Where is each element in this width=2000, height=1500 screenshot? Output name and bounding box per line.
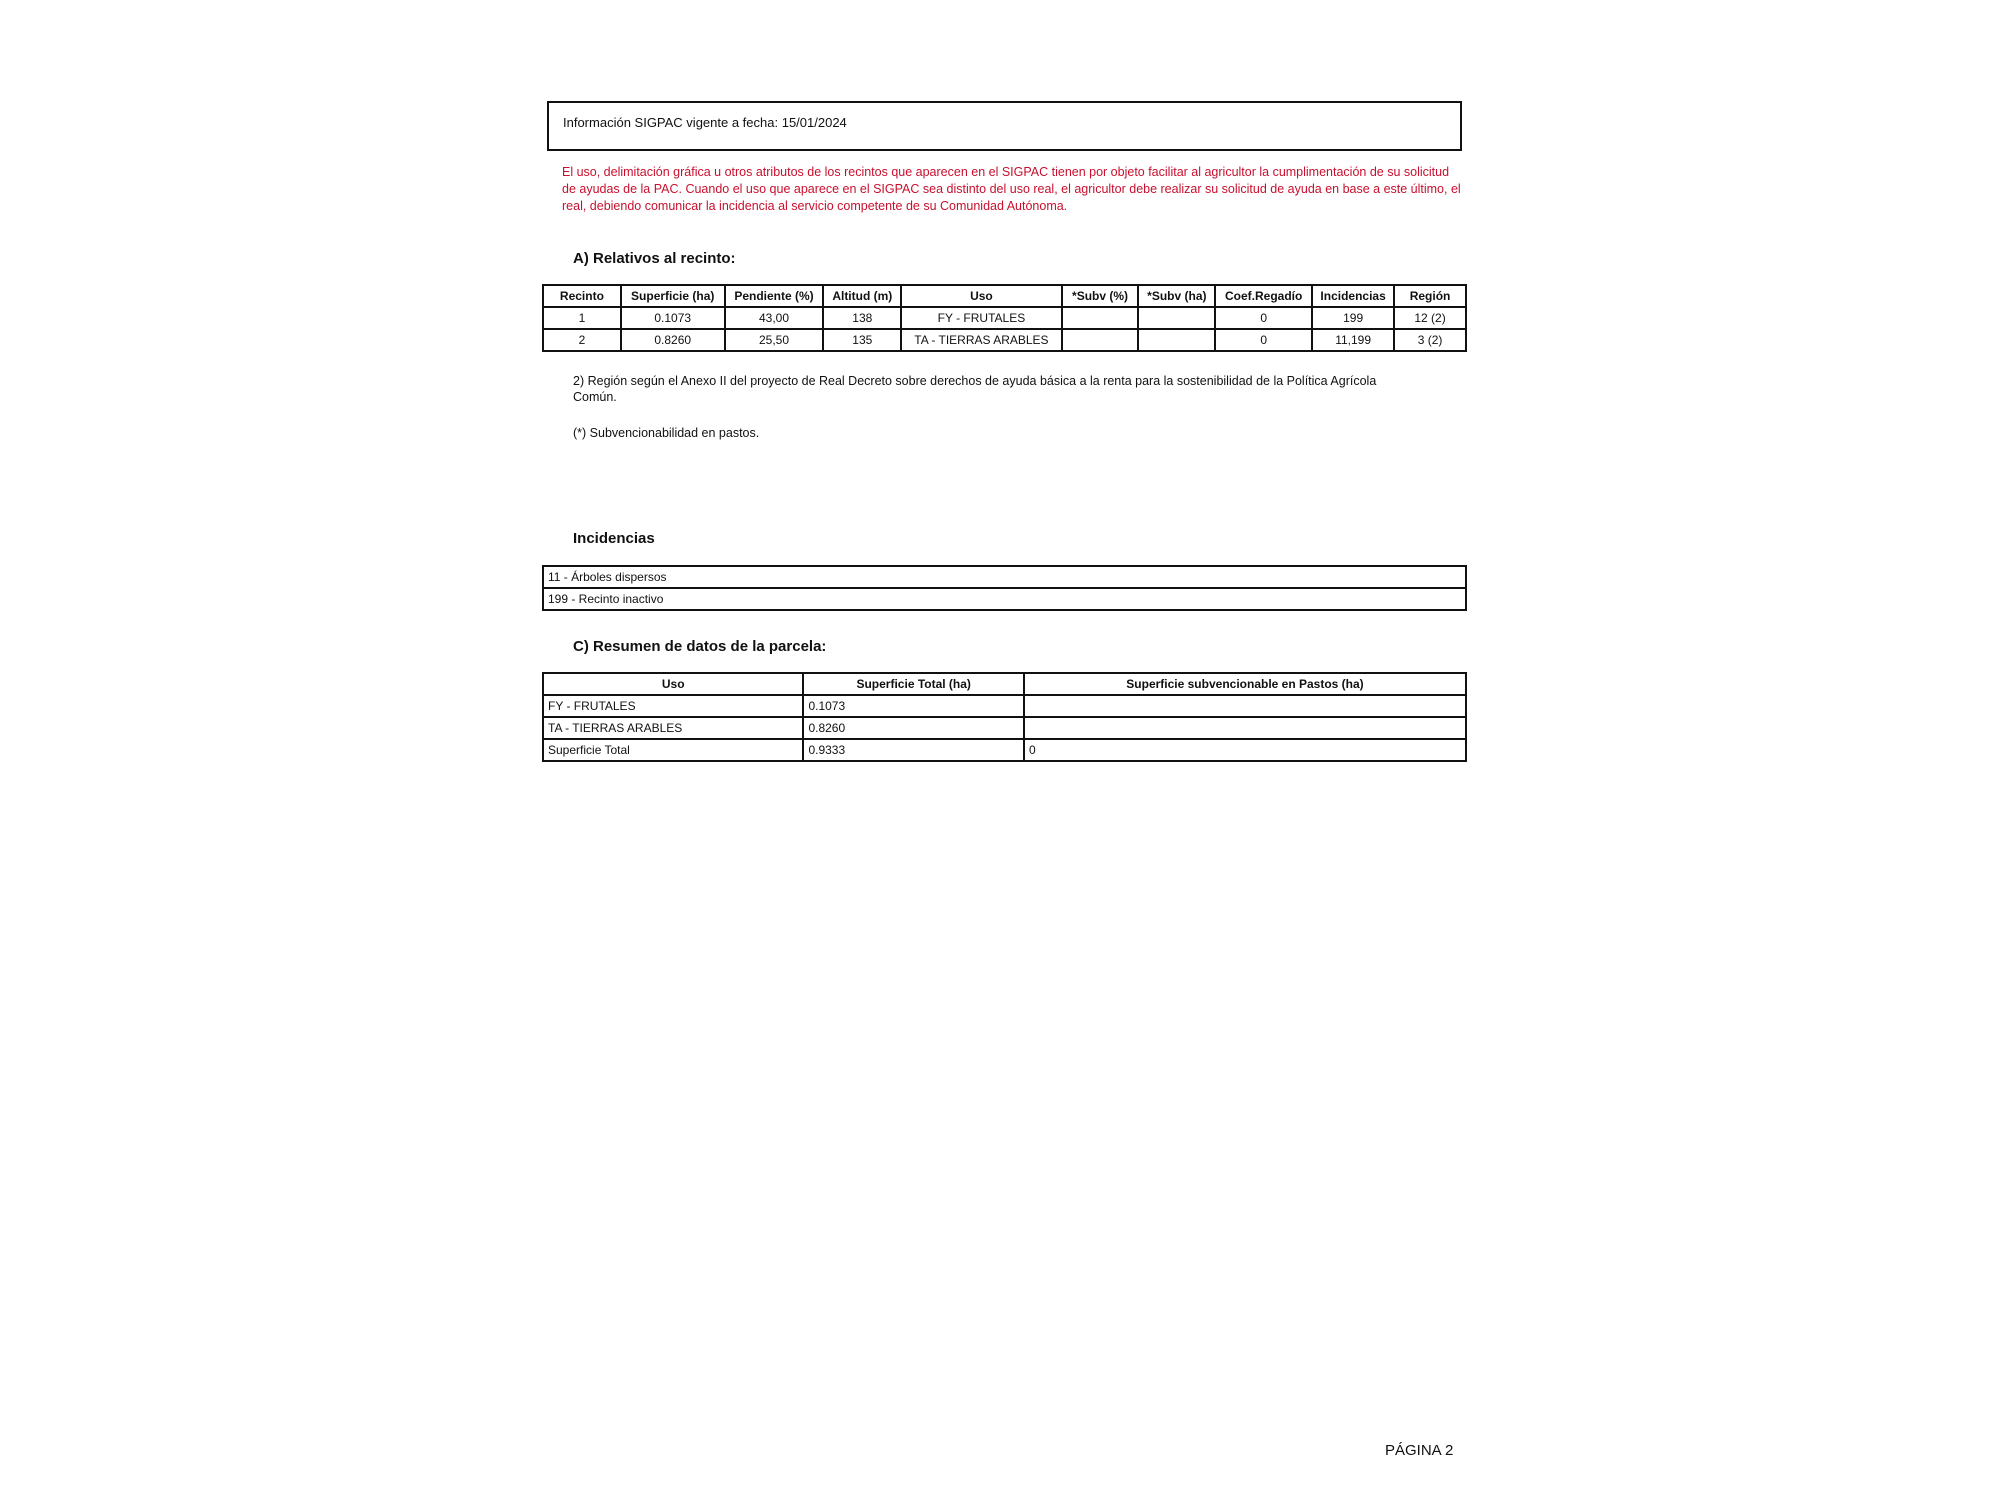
sigpac-info-box [547, 101, 1462, 151]
section-c-title: C) Resumen de datos de la parcela: [573, 638, 827, 655]
cell-recinto: 1 [543, 307, 621, 329]
sigpac-info-label: Información SIGPAC vigente a fecha: [563, 115, 779, 130]
header-superficie-total: Superficie Total (ha) [803, 673, 1024, 695]
table-row [543, 307, 1466, 329]
sigpac-info-date: 15/01/2024 [781, 115, 847, 130]
cell-uso: Superficie Total [543, 739, 803, 761]
incidencia-item: 11 - Árboles dispersos [543, 566, 1466, 588]
header-uso: Uso [901, 285, 1061, 307]
cell-superficie-total: 0.8260 [803, 717, 1024, 739]
header-pendiente: Pendiente (%) [725, 285, 824, 307]
cell-uso: FY - FRUTALES [543, 695, 803, 717]
table-row [543, 329, 1466, 351]
list-item [543, 588, 1466, 610]
cell-subv-pct [1062, 307, 1139, 329]
cell-superficie-total: 0.1073 [803, 695, 1024, 717]
table-row [543, 717, 1466, 739]
section-a-title: A) Relativos al recinto: [573, 250, 736, 267]
recinto-table [542, 284, 1467, 352]
cell-uso: TA - TIERRAS ARABLES [543, 717, 803, 739]
header-subv-pct: *Subv (%) [1062, 285, 1139, 307]
header-incidencias: Incidencias [1312, 285, 1394, 307]
cell-pendiente: 43,00 [725, 307, 824, 329]
header-region: Región [1394, 285, 1466, 307]
cell-superficie-pastos [1024, 717, 1466, 739]
cell-subv-pct [1062, 329, 1139, 351]
disclaimer-text: El uso, delimitación gráfica u otros atributos de los recintos que aparecen en el SIGPAC tienen por objeto facilitar al agricultor la cumplimentación de su solicitud de ayudas de la PAC. Cuando el uso que aparece en el SIGPAC sea distinto del uso real, el agricultor debe realizar su solicitud de ayuda en base a este último, el real, debiendo comunicar la incidencia al servicio competente de su Comunidad Autónoma. [562, 165, 1461, 213]
cell-subv-ha [1138, 329, 1215, 351]
cell-superficie: 0.8260 [621, 329, 725, 351]
cell-superficie-total: 0.9333 [803, 739, 1024, 761]
page-number: PÁGINA 2 [1385, 1442, 1454, 1459]
resumen-header-row [543, 673, 1466, 695]
cell-uso: FY - FRUTALES [901, 307, 1061, 329]
incidencias-table [542, 565, 1467, 611]
cell-recinto: 2 [543, 329, 621, 351]
table-row [543, 739, 1466, 761]
note-region: 2) Región según el Anexo II del proyecto de Real Decreto sobre derechos de ayuda básica a la renta para la sostenibilidad de la Política Agrícola Común. [573, 374, 1377, 404]
cell-region: 3 (2) [1394, 329, 1466, 351]
incidencias-title: Incidencias [573, 530, 655, 547]
cell-superficie-pastos: 0 [1024, 739, 1466, 761]
cell-region: 12 (2) [1394, 307, 1466, 329]
header-subv-ha: *Subv (ha) [1138, 285, 1215, 307]
header-altitud: Altitud (m) [823, 285, 901, 307]
cell-incidencias: 199 [1312, 307, 1394, 329]
header-uso: Uso [543, 673, 803, 695]
cell-pendiente: 25,50 [725, 329, 824, 351]
recinto-header-row [543, 285, 1466, 307]
cell-incidencias: 11,199 [1312, 329, 1394, 351]
resumen-table [542, 672, 1467, 762]
cell-superficie: 0.1073 [621, 307, 725, 329]
cell-uso: TA - TIERRAS ARABLES [901, 329, 1061, 351]
header-recinto: Recinto [543, 285, 621, 307]
cell-superficie-pastos [1024, 695, 1466, 717]
header-superficie-pastos: Superficie subvencionable en Pastos (ha) [1024, 673, 1466, 695]
cell-altitud: 135 [823, 329, 901, 351]
cell-coef-regadio: 0 [1215, 329, 1312, 351]
table-row [543, 695, 1466, 717]
list-item [543, 566, 1466, 588]
incidencia-item: 199 - Recinto inactivo [543, 588, 1466, 610]
header-coef-regadio: Coef.Regadío [1215, 285, 1312, 307]
cell-coef-regadio: 0 [1215, 307, 1312, 329]
note-subv: (*) Subvencionabilidad en pastos. [573, 426, 760, 440]
cell-altitud: 138 [823, 307, 901, 329]
header-superficie: Superficie (ha) [621, 285, 725, 307]
cell-subv-ha [1138, 307, 1215, 329]
